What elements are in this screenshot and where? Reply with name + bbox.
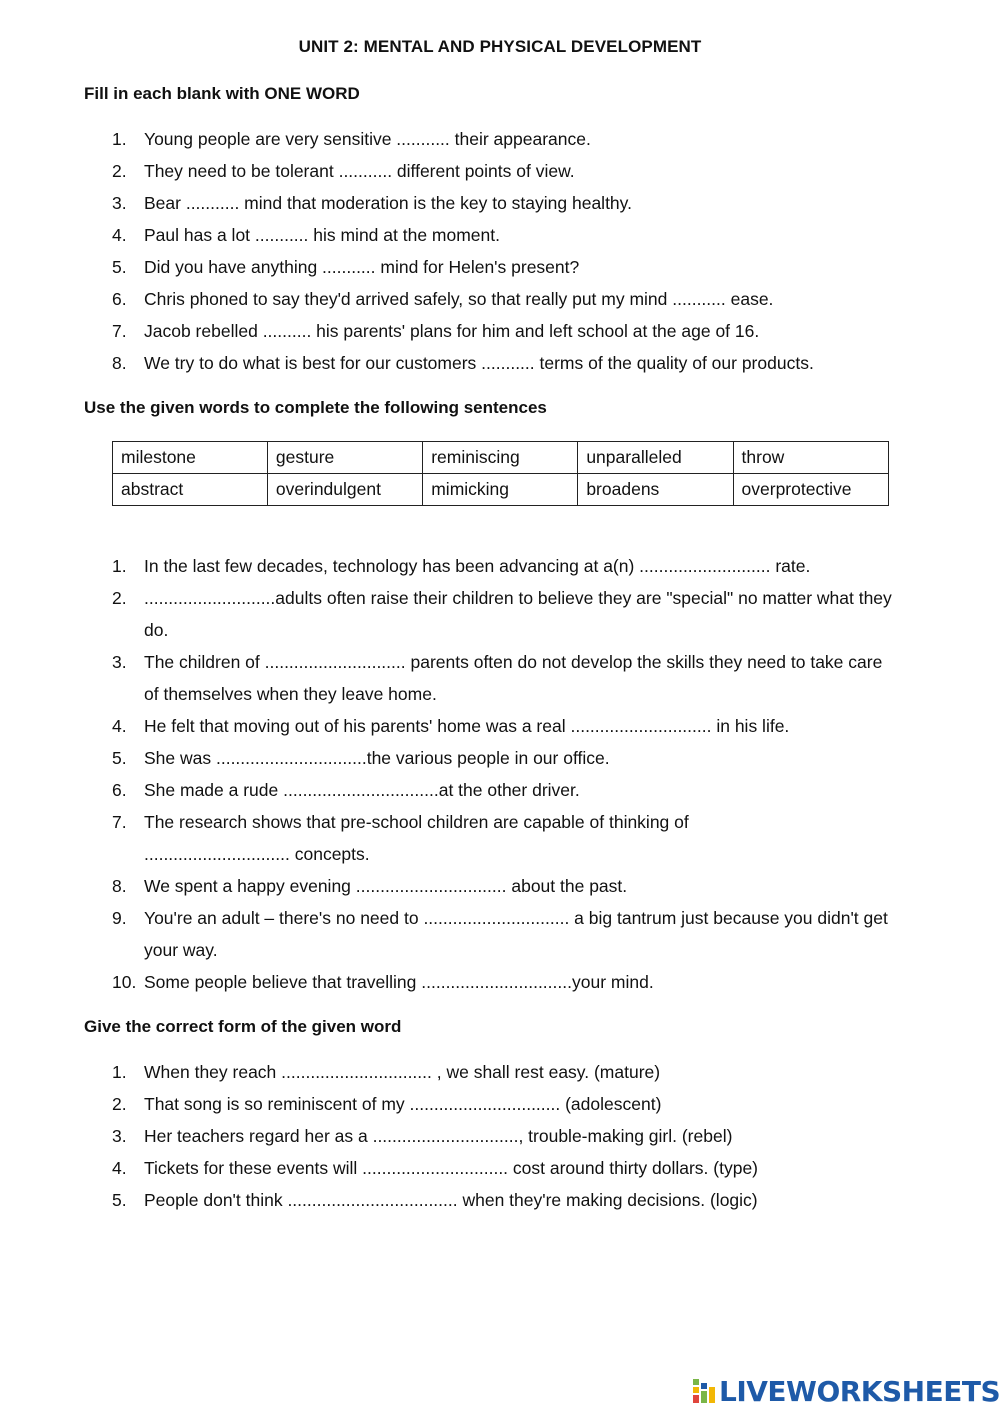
- section2-heading: Use the given words to complete the following sentences: [84, 398, 547, 417]
- item-text: They need to be tolerant ........... different points of view.: [144, 161, 575, 181]
- item-text: Paul has a lot ........... his mind at the moment.: [144, 225, 500, 245]
- list-item: [112, 1184, 912, 1216]
- list-item: [112, 806, 734, 870]
- item-number: 3.: [112, 652, 127, 672]
- item-number: 3.: [112, 193, 127, 213]
- item-number: 8.: [112, 876, 127, 896]
- list-item: [112, 251, 912, 283]
- item-number: 3.: [112, 1126, 127, 1146]
- list-item: [112, 283, 912, 315]
- item-number: 1.: [112, 1062, 127, 1082]
- list-item: [112, 582, 897, 646]
- item-number: 6.: [112, 289, 127, 309]
- item-number: 9.: [112, 908, 127, 928]
- item-number: 10.: [112, 972, 137, 992]
- item-text: Some people believe that travelling ...............................your mind.: [144, 972, 654, 992]
- item-number: 5.: [112, 1190, 127, 1210]
- section3-heading: Give the correct form of the given word: [84, 1017, 402, 1036]
- item-text: Jacob rebelled .......... his parents' plans for him and left school at the age of 16.: [144, 321, 760, 341]
- item-text: She made a rude ................................at the other driver.: [144, 780, 580, 800]
- item-number: 4.: [112, 1158, 127, 1178]
- item-text: Young people are very sensitive ........... their appearance.: [144, 129, 591, 149]
- list-item: [112, 155, 912, 187]
- item-text: The research shows that pre-school children are capable of thinking of .............................. concepts.: [144, 812, 689, 864]
- list-item: [112, 1152, 912, 1184]
- list-item: [112, 1056, 912, 1088]
- table-row: [113, 474, 889, 506]
- section2-list: [112, 550, 897, 998]
- list-item: [112, 315, 912, 347]
- list-item: [112, 1120, 912, 1152]
- item-number: 2.: [112, 1094, 127, 1114]
- item-text: ...........................adults often raise their children to believe they are "special" no matter what they do.: [144, 588, 892, 640]
- item-text: She was ...............................the various people in our office.: [144, 748, 610, 768]
- item-text: The children of ............................. parents often do not develop the skills they need to take care of themselves when they leave home.: [144, 652, 883, 704]
- word-bank-cell: reminiscing: [423, 442, 578, 474]
- item-text: He felt that moving out of his parents' home was a real ............................. in his life.: [144, 716, 790, 736]
- list-item: [112, 966, 897, 998]
- item-number: 5.: [112, 257, 127, 277]
- list-item: [112, 123, 912, 155]
- item-text: Tickets for these events will .............................. cost around thirty dollars. (type): [144, 1158, 759, 1178]
- item-number: 7.: [112, 812, 127, 832]
- item-number: 2.: [112, 161, 127, 181]
- list-item: [112, 710, 897, 742]
- item-text: Her teachers regard her as a .............................., trouble-making girl. (rebel): [144, 1126, 733, 1146]
- item-text: Did you have anything ........... mind for Helen's present?: [144, 257, 580, 277]
- item-number: 8.: [112, 353, 127, 373]
- liveworksheets-brand-text: LIVEWORKSHEETS: [719, 1374, 1000, 1408]
- list-item: [112, 742, 897, 774]
- table-row: [113, 442, 889, 474]
- list-item: [112, 187, 912, 219]
- list-item: [112, 774, 897, 806]
- item-number: 6.: [112, 780, 127, 800]
- list-item: [112, 646, 897, 710]
- list-item: [112, 550, 897, 582]
- word-bank-cell: overprotective: [733, 474, 888, 506]
- item-text: Chris phoned to say they'd arrived safely, so that really put my mind ........... ease.: [144, 289, 774, 309]
- item-number: 4.: [112, 716, 127, 736]
- item-text: That song is so reminiscent of my ............................... (adolescent): [144, 1094, 662, 1114]
- word-bank-cell: gesture: [267, 442, 422, 474]
- item-text: People don't think ................................... when they're making decisions. (logic): [144, 1190, 758, 1210]
- list-item: [112, 870, 897, 902]
- section3-list: [112, 1056, 912, 1216]
- item-number: 5.: [112, 748, 127, 768]
- item-number: 2.: [112, 588, 127, 608]
- worksheet-title: UNIT 2: MENTAL AND PHYSICAL DEVELOPMENT: [298, 37, 702, 56]
- word-bank-cell: throw: [733, 442, 888, 474]
- item-text: When they reach ............................... , we shall rest easy. (mature): [144, 1062, 661, 1082]
- liveworksheets-logo-icon: [693, 1377, 715, 1405]
- list-item: [112, 1088, 912, 1120]
- word-bank-cell: abstract: [113, 474, 268, 506]
- word-bank-cell: broadens: [578, 474, 733, 506]
- liveworksheets-logo[interactable]: [693, 1373, 1000, 1409]
- word-bank-cell: overindulgent: [267, 474, 422, 506]
- item-text: We try to do what is best for our customers ........... terms of the quality of our products.: [144, 353, 814, 373]
- list-item: [112, 902, 897, 966]
- item-text: Bear ........... mind that moderation is the key to staying healthy.: [144, 193, 632, 213]
- section1-heading: Fill in each blank with ONE WORD: [84, 84, 360, 103]
- word-bank-cell: milestone: [113, 442, 268, 474]
- list-item: [112, 347, 912, 379]
- item-text: In the last few decades, technology has been advancing at a(n) ........................... rate.: [144, 556, 811, 576]
- word-bank-table: [112, 441, 889, 506]
- word-bank-cell: mimicking: [423, 474, 578, 506]
- item-number: 7.: [112, 321, 127, 341]
- word-bank-cell: unparalleled: [578, 442, 733, 474]
- item-text: We spent a happy evening ............................... about the past.: [144, 876, 628, 896]
- list-item: [112, 219, 912, 251]
- item-number: 4.: [112, 225, 127, 245]
- item-text: You're an adult – there's no need to .............................. a big tantrum just because you didn't get your way.: [144, 908, 888, 960]
- section1-list: [112, 123, 912, 379]
- item-number: 1.: [112, 129, 127, 149]
- item-number: 1.: [112, 556, 127, 576]
